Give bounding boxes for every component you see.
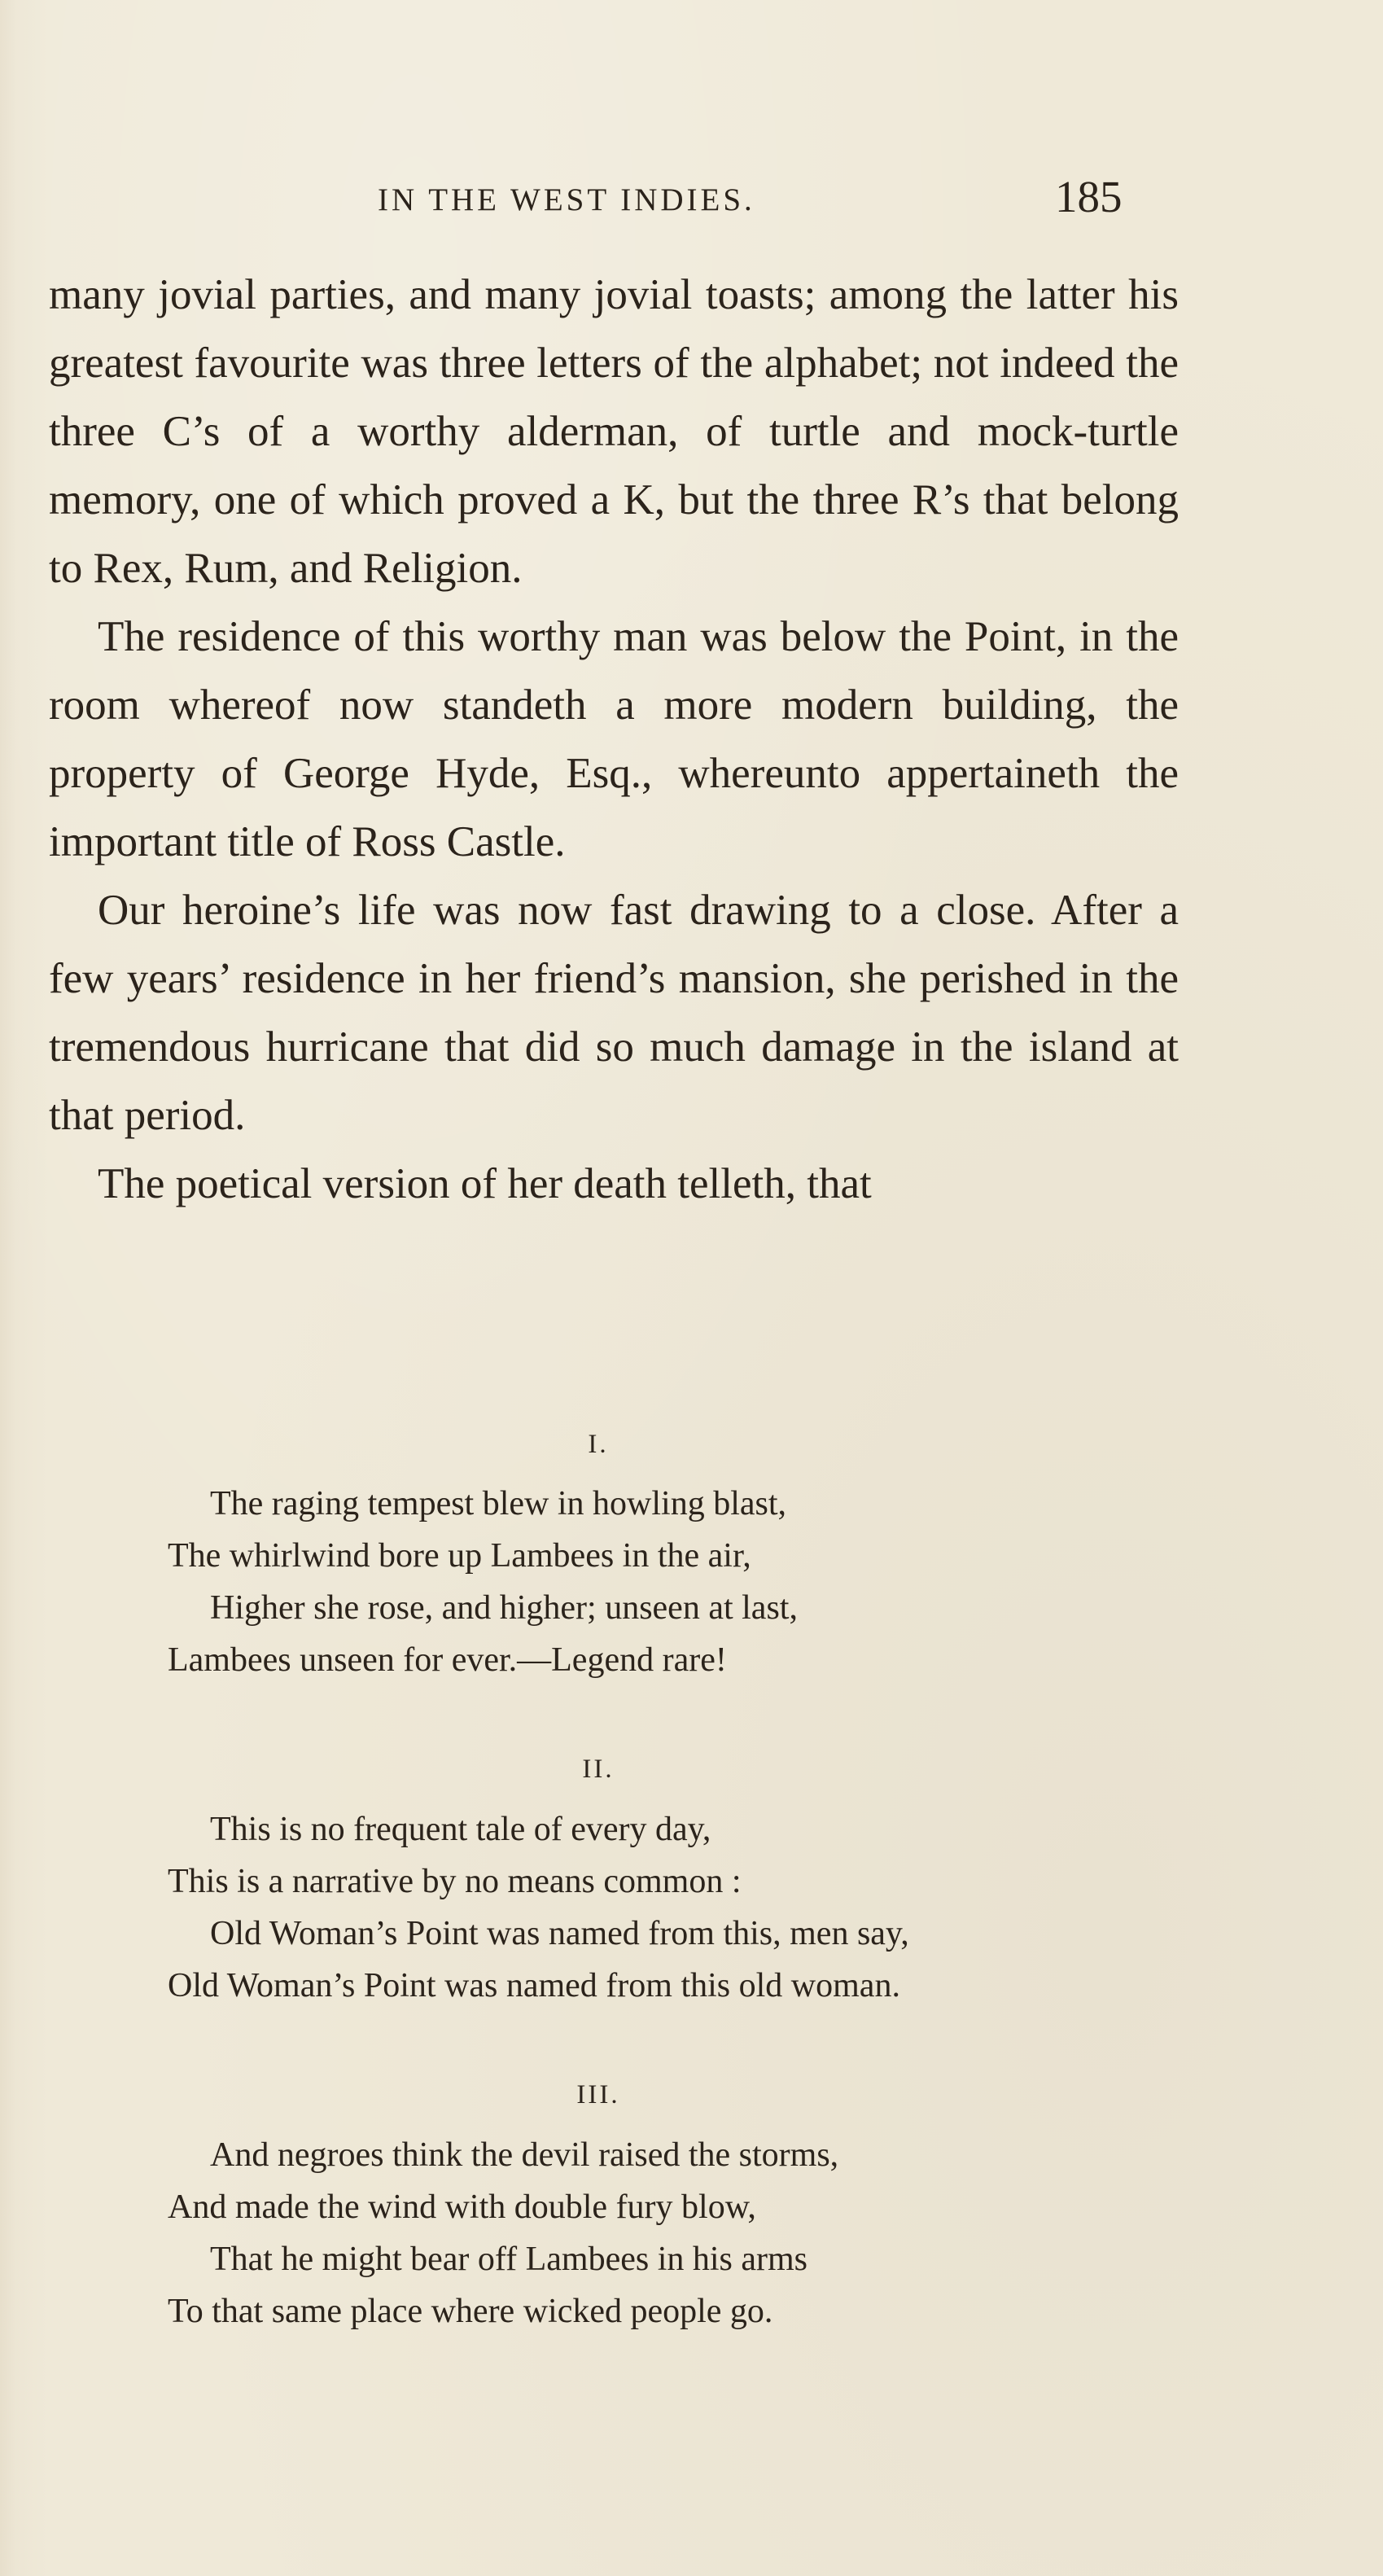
stanza-2-line-3: Old Woman’s Point was named from this, men say, (210, 1915, 909, 1952)
stanza-1-line-2: The whirlwind bore up Lambees in the air, (168, 1537, 751, 1575)
stanza-3-line-3: That he might bear off Lambees in his arms (210, 2241, 808, 2278)
paragraph-4: The poetical version of her death telleth, that (98, 1160, 872, 1207)
stanza-1-line-1: The raging tempest blew in howling blast, (210, 1485, 787, 1522)
stanza-2-numeral: II. (582, 1755, 615, 1784)
stanza-2-line-2: This is a narrative by no means common : (168, 1863, 742, 1900)
stanza-3-numeral: III. (576, 2080, 620, 2109)
stanza-1-numeral: I. (588, 1430, 609, 1459)
paragraph-1: many jovial parties, and many jovial toasts; among the latter his greatest favourite was three letters of the alphabet; not indeed the three C’s of a worthy alderman, of turtle and mock-turtle memory, one of which proved a K, but the three R’s that belong to Rex, Rum, and Religion. (49, 271, 1179, 592)
stanza-3-line-2: And made the wind with double fury blow, (168, 2188, 756, 2226)
stanza-2-line-1: This is no frequent tale of every day, (210, 1811, 711, 1848)
stanza-3-line-4: To that same place where wicked people go. (168, 2293, 773, 2330)
stanza-1-line-4: Lambees unseen for ever.—Legend rare! (168, 1641, 727, 1679)
page-number: 185 (1055, 172, 1123, 221)
paragraph-2: The residence of this worthy man was below the Point, in the room whereof now standeth a more modern building, the property of George Hyde, Esq., whereunto appertaineth the important title of Ross Castle. (49, 613, 1179, 865)
stanza-1-line-3: Higher she rose, and higher; unseen at last, (210, 1589, 798, 1627)
stanza-3-line-1: And negroes think the devil raised the storms, (210, 2136, 839, 2174)
paragraph-3: Our heroine’s life was now fast drawing to a close. After a few years’ residence in her friend’s mansion, she perished in the tremendous hurricane that did so much damage in the island at that period. (49, 887, 1179, 1139)
page-header (0, 172, 1383, 230)
stanza-2-line-4: Old Woman’s Point was named from this old woman. (168, 1967, 900, 2004)
prose-body (49, 261, 1179, 1218)
running-title: IN THE WEST INDIES. (378, 182, 755, 217)
